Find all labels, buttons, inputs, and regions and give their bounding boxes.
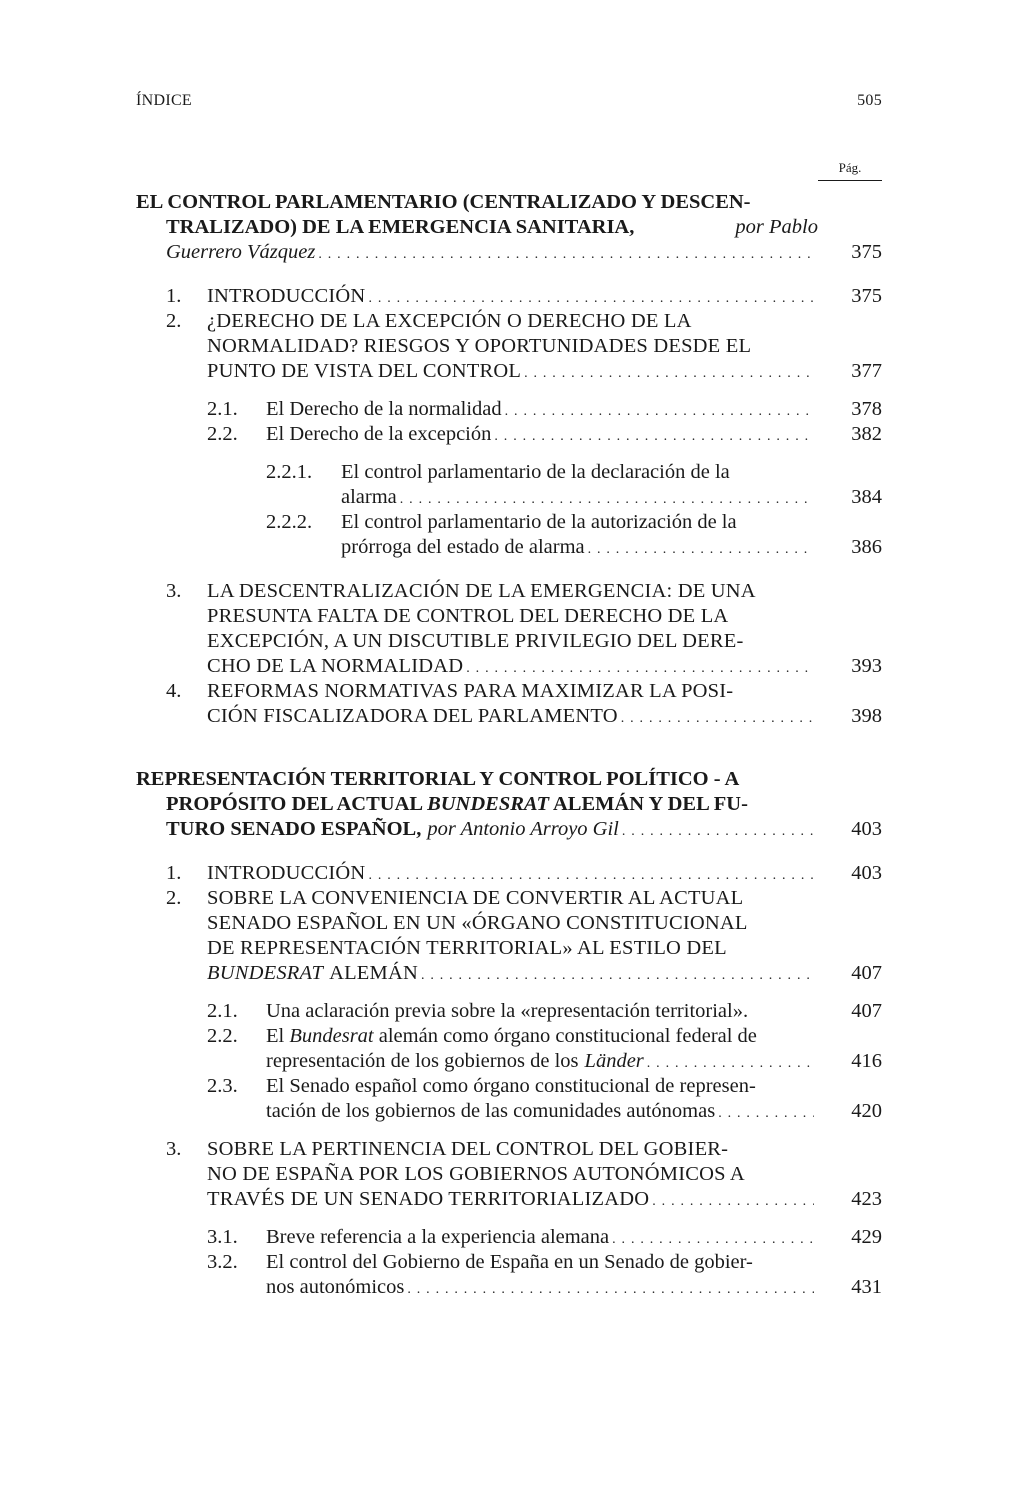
leader-dots (718, 1101, 814, 1126)
section-page-number: 378 (851, 398, 882, 420)
section-title: INTRODUCCIÓN (207, 862, 366, 884)
section-entry (266, 397, 818, 424)
section-title-line: El control del Gobierno de España en un Senado de gobier- (266, 1251, 753, 1273)
section-page-number: 377 (851, 360, 882, 382)
section-entry (207, 886, 818, 988)
section-number: 2.1. (207, 398, 238, 420)
section-entry (266, 999, 826, 1024)
leader-dots (407, 1277, 814, 1302)
section-entry (207, 861, 818, 888)
article-page-number: 403 (851, 818, 882, 840)
section-entry (207, 1137, 818, 1214)
article-title-italic: BUNDESRAT (427, 793, 549, 815)
section-title: CIÓN FISCALIZADORA DEL PARLAMENTO (207, 705, 618, 727)
leader-dots (505, 399, 814, 424)
section-title: INTRODUCCIÓN (207, 285, 366, 307)
article-title-line: EL CONTROL PARLAMENTARIO (CENTRALIZADO Y DESCEN- (136, 191, 751, 213)
article-title-line: TRALIZADO) DE LA EMERGENCIA SANITARIA, (166, 216, 635, 238)
section-entry (341, 510, 818, 562)
article-title (136, 190, 818, 215)
header-title: ÍNDICE (136, 92, 193, 109)
section-title-line: PRESUNTA FALTA DE CONTROL DEL DERECHO DE LA (207, 605, 729, 627)
section-entry (341, 460, 818, 512)
page-column-label: Pág. (818, 160, 882, 181)
section-entry (207, 309, 818, 386)
leader-dots (652, 1189, 814, 1214)
section-page-number: 423 (851, 1188, 882, 1210)
article-author-prefix: por Pablo (735, 216, 818, 238)
leader-dots (368, 286, 814, 311)
section-entry (266, 1074, 818, 1126)
section-title: tación de los gobiernos de las comunidades autónomas (266, 1100, 716, 1122)
section-page-number: 403 (851, 862, 882, 884)
section-number: 2.2. (207, 1025, 238, 1047)
leader-dots (622, 819, 814, 844)
section-number: 2.2.1. (266, 461, 313, 483)
section-entry (266, 1250, 818, 1302)
leader-dots (494, 424, 814, 449)
section-title: representación de los gobiernos de los (266, 1050, 579, 1072)
leader-dots (421, 963, 814, 988)
section-title-line: NO DE ESPAÑA POR LOS GOBIERNOS AUTONÓMICOS A (207, 1163, 745, 1185)
section-page-number: 386 (851, 536, 882, 558)
article-title-cont (166, 792, 818, 817)
section-number: 3.2. (207, 1251, 238, 1273)
section-page-number: 398 (851, 705, 882, 727)
section-number: 2.3. (207, 1075, 238, 1097)
section-page-number: 420 (851, 1100, 882, 1122)
article-author: por Antonio Arroyo Gil (427, 818, 619, 840)
section-number: 3.1. (207, 1226, 238, 1248)
section-number: 1. (166, 285, 182, 307)
section-title: alarma (341, 486, 397, 508)
leader-dots (588, 537, 814, 562)
section-title-italic: BUNDESRAT (207, 962, 324, 984)
section-title-line: El Senado español como órgano constitucional de represen- (266, 1075, 756, 1097)
section-number: 2. (166, 310, 182, 332)
section-title-italic: Bundesrat (289, 1025, 374, 1047)
article-title-line: TURO SENADO ESPAÑOL, (166, 818, 422, 840)
section-title: TRAVÉS DE UN SENADO TERRITORIALIZADO (207, 1188, 650, 1210)
section-number: 2. (166, 887, 182, 909)
section-number: 2.1. (207, 1000, 238, 1022)
leader-dots (318, 242, 814, 267)
leader-dots (621, 706, 814, 731)
article-title-line: REPRESENTACIÓN TERRITORIAL Y CONTROL POLÍTICO - A (136, 768, 740, 790)
section-entry (207, 579, 818, 681)
section-number: 2.2. (207, 423, 238, 445)
section-number: 3. (166, 580, 182, 602)
section-entry (207, 284, 818, 311)
section-title: PUNTO DE VISTA DEL CONTROL (207, 360, 522, 382)
section-title-line: DE REPRESENTACIÓN TERRITORIAL» AL ESTILO DEL (207, 937, 727, 959)
section-title-line: LA DESCENTRALIZACIÓN DE LA EMERGENCIA: DE UNA (207, 580, 756, 602)
section-entry (266, 1225, 818, 1252)
section-title-line: El control parlamentario de la autorización de la (341, 511, 737, 533)
section-entry (266, 422, 818, 449)
leader-dots (466, 656, 814, 681)
section-title-italic: Länder (584, 1050, 644, 1072)
leader-dots (368, 863, 814, 888)
section-number: 4. (166, 680, 182, 702)
section-title-part: alemán como órgano constitucional federal de (378, 1025, 757, 1047)
section-number: 3. (166, 1138, 182, 1160)
section-number: 2.2.2. (266, 511, 313, 533)
section-title-part: El (266, 1025, 285, 1047)
leader-dots (400, 487, 814, 512)
section-page-number: 429 (851, 1226, 882, 1248)
leader-dots (612, 1227, 814, 1252)
section-title-line: SOBRE LA PERTINENCIA DEL CONTROL DEL GOBIER- (207, 1138, 729, 1160)
section-page-number: 384 (851, 486, 882, 508)
article-title-cont (166, 215, 818, 240)
section-page-number: 382 (851, 423, 882, 445)
article-page-number: 375 (851, 241, 882, 263)
article-author: Guerrero Vázquez (166, 241, 316, 263)
section-title-line: ¿DERECHO DE LA EXCEPCIÓN O DERECHO DE LA (207, 310, 692, 332)
header-page-number: 505 (857, 92, 882, 109)
section-title: Una aclaración previa sobre la «representación territorial». (266, 1000, 749, 1022)
article-title-part: PROPÓSITO DEL ACTUAL (166, 793, 422, 815)
section-title: Breve referencia a la experiencia alemana (266, 1226, 610, 1248)
section-page-number: 407 (851, 962, 882, 984)
article-title-part: ALEMÁN Y DEL FU- (552, 793, 748, 815)
article-author-line (166, 240, 818, 267)
section-page-number: 393 (851, 655, 882, 677)
section-title: CHO DE LA NORMALIDAD (207, 655, 464, 677)
section-title-line: EXCEPCIÓN, A UN DISCUTIBLE PRIVILEGIO DEL DERE- (207, 630, 744, 652)
leader-dots (524, 361, 814, 386)
section-title: El Derecho de la normalidad (266, 398, 502, 420)
section-title: prórroga del estado de alarma (341, 536, 585, 558)
section-title-line: SOBRE LA CONVENIENCIA DE CONVERTIR AL ACTUAL (207, 887, 744, 909)
section-page-number: 375 (851, 285, 882, 307)
section-title: ALEMÁN (329, 962, 418, 984)
article-author-line (166, 817, 818, 844)
section-title-line: SENADO ESPAÑOL EN UN «ÓRGANO CONSTITUCIONAL (207, 912, 748, 934)
section-title: nos autonómicos (266, 1276, 405, 1298)
leader-dots (647, 1051, 814, 1076)
article-title (136, 767, 818, 792)
section-title: El Derecho de la excepción (266, 423, 492, 445)
section-entry (266, 1024, 822, 1076)
section-number: 1. (166, 862, 182, 884)
section-title-line: El control parlamentario de la declaración de la (341, 461, 730, 483)
section-title-line: NORMALIDAD? RIESGOS Y OPORTUNIDADES DESDE EL (207, 335, 752, 357)
section-page-number: 407 (851, 1000, 882, 1022)
section-page-number: 416 (851, 1050, 882, 1072)
section-page-number: 431 (851, 1276, 882, 1298)
section-entry (207, 679, 818, 731)
section-title-line: REFORMAS NORMATIVAS PARA MAXIMIZAR LA POSI- (207, 680, 734, 702)
